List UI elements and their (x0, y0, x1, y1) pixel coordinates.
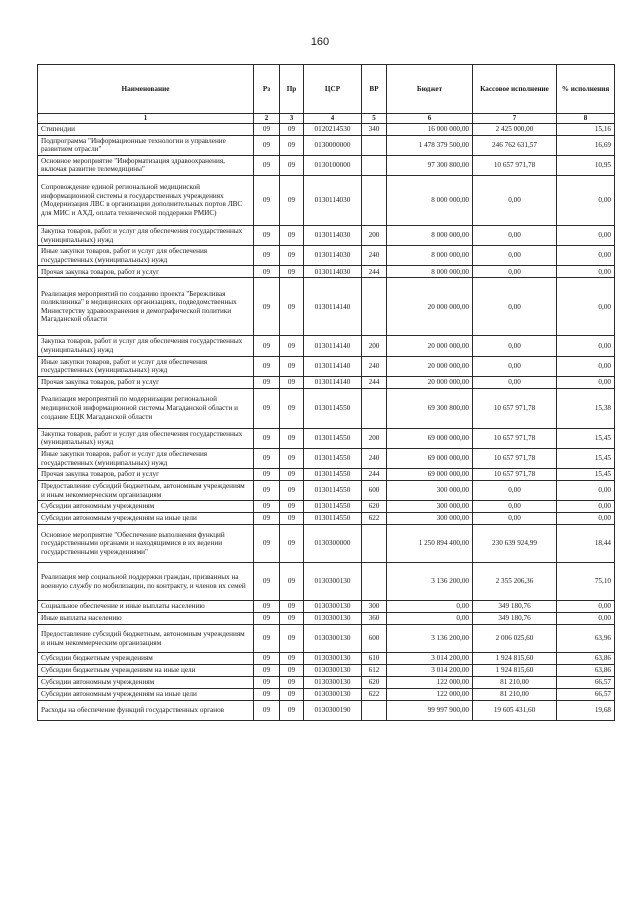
row-percent: 15,16 (557, 124, 615, 136)
column-number: 3 (280, 114, 304, 124)
table-row (38, 278, 615, 336)
row-cash: 10 657 971,78 (473, 428, 557, 448)
row-budget: 69 300 800,00 (387, 388, 473, 428)
row-budget: 300 000,00 (387, 513, 473, 525)
row-rz: 09 (254, 225, 280, 245)
row-percent: 0,00 (557, 278, 615, 336)
row-csr: 0130300130 (304, 677, 362, 689)
row-pr: 09 (280, 689, 304, 701)
row-cash: 10 657 971,78 (473, 155, 557, 175)
row-csr: 0130300000 (304, 525, 362, 563)
row-rz: 09 (254, 563, 280, 601)
row-rz: 09 (254, 481, 280, 501)
row-percent: 16,69 (557, 135, 615, 155)
row-name: Субсидии автономным учреждениям (38, 501, 254, 513)
row-csr: 0130114550 (304, 513, 362, 525)
row-budget: 1 478 379 500,00 (387, 135, 473, 155)
row-pr: 09 (280, 525, 304, 563)
row-name: Закупка товаров, работ и услуг для обеспечения государственных (муниципальных) нужд (38, 428, 254, 448)
row-csr: 0130100000 (304, 155, 362, 175)
row-cash: 0,00 (473, 481, 557, 501)
row-vr: 340 (362, 124, 387, 136)
row-pr: 09 (280, 563, 304, 601)
row-csr: 0130114550 (304, 469, 362, 481)
row-rz: 09 (254, 376, 280, 388)
row-name: Расходы на обеспечение функций государственных органов (38, 701, 254, 721)
table-row (38, 469, 615, 481)
table-body (38, 124, 615, 721)
row-vr: 240 (362, 356, 387, 376)
row-percent: 0,00 (557, 225, 615, 245)
row-name: Реализация мероприятий по модернизации региональной медицинской информационной системы Магаданской области и создание ЕЦК Магаданской области (38, 388, 254, 428)
row-name: Реализация мер социальной поддержки граждан, призванных на военную службу по мобилизации, по контракту, и членов их семей (38, 563, 254, 601)
header-csr: ЦСР (304, 65, 362, 114)
column-number-row (38, 114, 615, 124)
row-cash: 2 355 206,36 (473, 563, 557, 601)
table-row (38, 481, 615, 501)
table-row (38, 155, 615, 175)
row-rz: 09 (254, 665, 280, 677)
row-csr: 0130114550 (304, 501, 362, 513)
row-budget: 122 000,00 (387, 689, 473, 701)
row-budget: 3 014 200,00 (387, 653, 473, 665)
table-row (38, 376, 615, 388)
row-budget: 8 000 000,00 (387, 246, 473, 266)
row-pr: 09 (280, 246, 304, 266)
row-budget: 16 000 000,00 (387, 124, 473, 136)
row-cash: 81 210,00 (473, 689, 557, 701)
row-vr: 200 (362, 225, 387, 245)
header-percent: % исполнения (557, 65, 615, 114)
row-vr (362, 155, 387, 175)
row-rz: 09 (254, 677, 280, 689)
row-rz: 09 (254, 501, 280, 513)
table-row (38, 563, 615, 601)
row-cash: 0,00 (473, 225, 557, 245)
row-csr: 0130300190 (304, 701, 362, 721)
row-vr: 244 (362, 469, 387, 481)
row-csr: 0130114140 (304, 278, 362, 336)
row-percent: 75,10 (557, 563, 615, 601)
row-budget: 8 000 000,00 (387, 225, 473, 245)
row-csr: 0130114030 (304, 175, 362, 225)
row-percent: 0,00 (557, 266, 615, 278)
row-rz: 09 (254, 175, 280, 225)
row-percent: 0,00 (557, 246, 615, 266)
row-cash: 0,00 (473, 278, 557, 336)
row-name: Субсидии автономным учреждениям (38, 677, 254, 689)
table-row (38, 428, 615, 448)
row-percent: 19,68 (557, 701, 615, 721)
table-row (38, 677, 615, 689)
table-row (38, 246, 615, 266)
row-name: Прочая закупка товаров, работ и услуг (38, 266, 254, 278)
row-pr: 09 (280, 124, 304, 136)
header-vr: ВР (362, 65, 387, 114)
row-pr: 09 (280, 677, 304, 689)
row-cash: 230 639 924,99 (473, 525, 557, 563)
row-budget: 20 000 000,00 (387, 336, 473, 356)
row-cash: 19 605 431,60 (473, 701, 557, 721)
row-name: Предоставление субсидий бюджетным, автономным учреждениям и иным некоммерческим организациям (38, 625, 254, 653)
table-header-row (38, 65, 615, 114)
row-vr: 600 (362, 481, 387, 501)
row-pr: 09 (280, 601, 304, 613)
row-budget: 3 136 200,00 (387, 625, 473, 653)
row-cash: 10 657 971,78 (473, 388, 557, 428)
row-name: Субсидии бюджетным учреждениям на иные цели (38, 665, 254, 677)
row-pr: 09 (280, 613, 304, 625)
row-vr (362, 135, 387, 155)
table-row (38, 124, 615, 136)
header-rz: Рз (254, 65, 280, 114)
row-budget: 69 000 000,00 (387, 448, 473, 468)
row-cash: 0,00 (473, 246, 557, 266)
row-cash: 10 657 971,78 (473, 469, 557, 481)
row-name: Реализация мероприятий по созданию проекта "Бережливая поликлиника" в медицинских организациях, подведомственных Министерству здравоохранения и демографической политики Магаданской области (38, 278, 254, 336)
row-pr: 09 (280, 376, 304, 388)
table-row (38, 135, 615, 155)
row-name: Основное мероприятие "Информатизация здравоохранения, включая развитие телемедицины" (38, 155, 254, 175)
column-number: 8 (557, 114, 615, 124)
row-vr: 360 (362, 613, 387, 625)
row-rz: 09 (254, 155, 280, 175)
row-budget: 20 000 000,00 (387, 356, 473, 376)
row-csr: 0120214530 (304, 124, 362, 136)
row-cash: 81 210,00 (473, 677, 557, 689)
row-vr: 240 (362, 246, 387, 266)
row-cash: 349 180,76 (473, 613, 557, 625)
row-cash: 2 425 000,00 (473, 124, 557, 136)
row-vr (362, 701, 387, 721)
row-pr: 09 (280, 336, 304, 356)
row-vr (362, 563, 387, 601)
row-csr: 0130300130 (304, 653, 362, 665)
row-name: Закупка товаров, работ и услуг для обеспечения государственных (муниципальных) нужд (38, 225, 254, 245)
row-vr: 200 (362, 336, 387, 356)
row-vr: 244 (362, 266, 387, 278)
column-number: 6 (387, 114, 473, 124)
row-csr: 0130114550 (304, 388, 362, 428)
row-budget: 1 250 894 400,00 (387, 525, 473, 563)
row-budget: 3 136 200,00 (387, 563, 473, 601)
column-number: 2 (254, 114, 280, 124)
row-name: Иные закупки товаров, работ и услуг для обеспечения государственных (муниципальных) нужд (38, 246, 254, 266)
row-cash: 0,00 (473, 175, 557, 225)
row-percent: 10,95 (557, 155, 615, 175)
row-rz: 09 (254, 469, 280, 481)
row-percent: 63,96 (557, 625, 615, 653)
table-row (38, 601, 615, 613)
row-budget: 300 000,00 (387, 481, 473, 501)
row-budget: 69 000 000,00 (387, 428, 473, 448)
row-cash: 0,00 (473, 513, 557, 525)
row-vr (362, 175, 387, 225)
row-rz: 09 (254, 135, 280, 155)
row-budget: 97 300 800,00 (387, 155, 473, 175)
row-budget: 0,00 (387, 613, 473, 625)
row-pr: 09 (280, 266, 304, 278)
row-cash: 1 924 815,60 (473, 653, 557, 665)
row-pr: 09 (280, 155, 304, 175)
row-pr: 09 (280, 135, 304, 155)
row-percent: 63,86 (557, 665, 615, 677)
table-row (38, 689, 615, 701)
row-csr: 0130114030 (304, 266, 362, 278)
row-percent: 66,57 (557, 689, 615, 701)
row-pr: 09 (280, 225, 304, 245)
row-percent: 0,00 (557, 501, 615, 513)
table-row (38, 625, 615, 653)
row-cash: 0,00 (473, 336, 557, 356)
row-csr: 0130114140 (304, 356, 362, 376)
row-rz: 09 (254, 356, 280, 376)
row-csr: 0130300130 (304, 689, 362, 701)
row-pr: 09 (280, 665, 304, 677)
row-percent: 0,00 (557, 513, 615, 525)
table-row (38, 266, 615, 278)
row-percent: 0,00 (557, 601, 615, 613)
row-percent: 15,45 (557, 448, 615, 468)
row-pr: 09 (280, 356, 304, 376)
row-csr: 0130114140 (304, 336, 362, 356)
row-name: Подпрограмма "Информационные технологии и управление развитием отрасли" (38, 135, 254, 155)
row-percent: 15,38 (557, 388, 615, 428)
row-rz: 09 (254, 266, 280, 278)
row-name: Иные закупки товаров, работ и услуг для обеспечения государственных (муниципальных) нужд (38, 448, 254, 468)
row-name: Закупка товаров, работ и услуг для обеспечения государственных (муниципальных) нужд (38, 336, 254, 356)
row-budget: 3 014 200,00 (387, 665, 473, 677)
row-budget: 122 000,00 (387, 677, 473, 689)
row-rz: 09 (254, 525, 280, 563)
row-csr: 0130114550 (304, 481, 362, 501)
row-budget: 300 000,00 (387, 501, 473, 513)
row-name: Прочая закупка товаров, работ и услуг (38, 376, 254, 388)
row-rz: 09 (254, 124, 280, 136)
row-csr: 0130300130 (304, 601, 362, 613)
table-row (38, 175, 615, 225)
row-csr: 0130300130 (304, 665, 362, 677)
table-row (38, 388, 615, 428)
row-csr: 0130300130 (304, 613, 362, 625)
page-number: 160 (310, 36, 330, 48)
row-vr: 600 (362, 625, 387, 653)
row-budget: 69 000 000,00 (387, 469, 473, 481)
row-percent: 66,57 (557, 677, 615, 689)
row-percent: 0,00 (557, 613, 615, 625)
row-budget: 20 000 000,00 (387, 278, 473, 336)
table-row (38, 336, 615, 356)
row-percent: 0,00 (557, 376, 615, 388)
row-name: Стипендии (38, 124, 254, 136)
row-rz: 09 (254, 613, 280, 625)
row-rz: 09 (254, 278, 280, 336)
row-name: Иные закупки товаров, работ и услуг для обеспечения государственных (муниципальных) нужд (38, 356, 254, 376)
row-vr (362, 388, 387, 428)
row-percent: 18,44 (557, 525, 615, 563)
row-pr: 09 (280, 625, 304, 653)
row-name: Основное мероприятие "Обеспечение выполнения функций государственными органами и находящимися в их ведении государственными учреждениями" (38, 525, 254, 563)
row-csr: 0130114140 (304, 376, 362, 388)
row-rz: 09 (254, 513, 280, 525)
row-rz: 09 (254, 428, 280, 448)
row-name: Субсидии бюджетным учреждениям (38, 653, 254, 665)
row-pr: 09 (280, 469, 304, 481)
row-cash: 0,00 (473, 266, 557, 278)
row-cash: 349 180,76 (473, 601, 557, 613)
row-pr: 09 (280, 501, 304, 513)
row-cash: 0,00 (473, 501, 557, 513)
row-pr: 09 (280, 653, 304, 665)
row-percent: 0,00 (557, 356, 615, 376)
row-csr: 0130114030 (304, 246, 362, 266)
header-cash: Кассовое исполнение (473, 65, 557, 114)
row-vr: 612 (362, 665, 387, 677)
row-csr: 0130300130 (304, 625, 362, 653)
row-vr: 620 (362, 677, 387, 689)
row-vr: 200 (362, 428, 387, 448)
row-vr: 610 (362, 653, 387, 665)
header-name: Наименование (38, 65, 254, 114)
row-vr (362, 525, 387, 563)
row-budget: 99 997 900,00 (387, 701, 473, 721)
row-name: Сопровождение единой региональной медицинской информационной системы в государственных учреждениях (Модернизация ЛВС в организации дополнительных портов ЛВС для МИС и АХД, оплата технической поддержки РМИС) (38, 175, 254, 225)
row-csr: 0130114550 (304, 448, 362, 468)
row-name: Субсидии автономным учреждениям на иные цели (38, 689, 254, 701)
budget-execution-table (37, 64, 615, 721)
header-budget: Бюджет (387, 65, 473, 114)
column-number: 5 (362, 114, 387, 124)
column-number: 7 (473, 114, 557, 124)
table-row (38, 225, 615, 245)
row-cash: 2 006 025,60 (473, 625, 557, 653)
row-csr: 0130114550 (304, 428, 362, 448)
row-cash: 0,00 (473, 376, 557, 388)
row-budget: 8 000 000,00 (387, 266, 473, 278)
row-budget: 0,00 (387, 601, 473, 613)
row-pr: 09 (280, 428, 304, 448)
row-rz: 09 (254, 448, 280, 468)
row-rz: 09 (254, 388, 280, 428)
row-rz: 09 (254, 689, 280, 701)
row-vr: 622 (362, 513, 387, 525)
table-row (38, 665, 615, 677)
row-rz: 09 (254, 625, 280, 653)
row-percent: 0,00 (557, 175, 615, 225)
row-csr: 0130000000 (304, 135, 362, 155)
table-row (38, 653, 615, 665)
header-pr: Пр (280, 65, 304, 114)
row-pr: 09 (280, 481, 304, 501)
table-row (38, 356, 615, 376)
row-vr: 240 (362, 448, 387, 468)
row-budget: 20 000 000,00 (387, 376, 473, 388)
row-budget: 8 000 000,00 (387, 175, 473, 225)
row-rz: 09 (254, 601, 280, 613)
row-vr: 622 (362, 689, 387, 701)
row-rz: 09 (254, 701, 280, 721)
table-row (38, 448, 615, 468)
row-cash: 0,00 (473, 356, 557, 376)
row-percent: 15,45 (557, 469, 615, 481)
column-number: 4 (304, 114, 362, 124)
row-pr: 09 (280, 513, 304, 525)
row-vr: 620 (362, 501, 387, 513)
row-name: Предоставление субсидий бюджетным, автономным учреждениям и иным некоммерческим организациям (38, 481, 254, 501)
row-percent: 15,45 (557, 428, 615, 448)
row-csr: 0130114030 (304, 225, 362, 245)
table-row (38, 501, 615, 513)
table-row (38, 525, 615, 563)
row-rz: 09 (254, 336, 280, 356)
table-row (38, 613, 615, 625)
table-row (38, 513, 615, 525)
row-vr: 244 (362, 376, 387, 388)
row-name: Субсидии автономным учреждениям на иные цели (38, 513, 254, 525)
row-name: Прочая закупка товаров, работ и услуг (38, 469, 254, 481)
row-percent: 0,00 (557, 481, 615, 501)
row-pr: 09 (280, 278, 304, 336)
row-cash: 10 657 971,78 (473, 448, 557, 468)
row-pr: 09 (280, 701, 304, 721)
row-cash: 246 762 631,57 (473, 135, 557, 155)
row-name: Социальное обеспечение и иные выплаты населению (38, 601, 254, 613)
column-number: 1 (38, 114, 254, 124)
row-pr: 09 (280, 175, 304, 225)
row-pr: 09 (280, 448, 304, 468)
table-row (38, 701, 615, 721)
row-name: Иные выплаты населению (38, 613, 254, 625)
row-rz: 09 (254, 653, 280, 665)
row-cash: 1 924 815,60 (473, 665, 557, 677)
row-rz: 09 (254, 246, 280, 266)
row-csr: 0130300130 (304, 563, 362, 601)
row-percent: 0,00 (557, 336, 615, 356)
row-vr (362, 278, 387, 336)
row-pr: 09 (280, 388, 304, 428)
row-percent: 63,86 (557, 653, 615, 665)
row-vr: 300 (362, 601, 387, 613)
